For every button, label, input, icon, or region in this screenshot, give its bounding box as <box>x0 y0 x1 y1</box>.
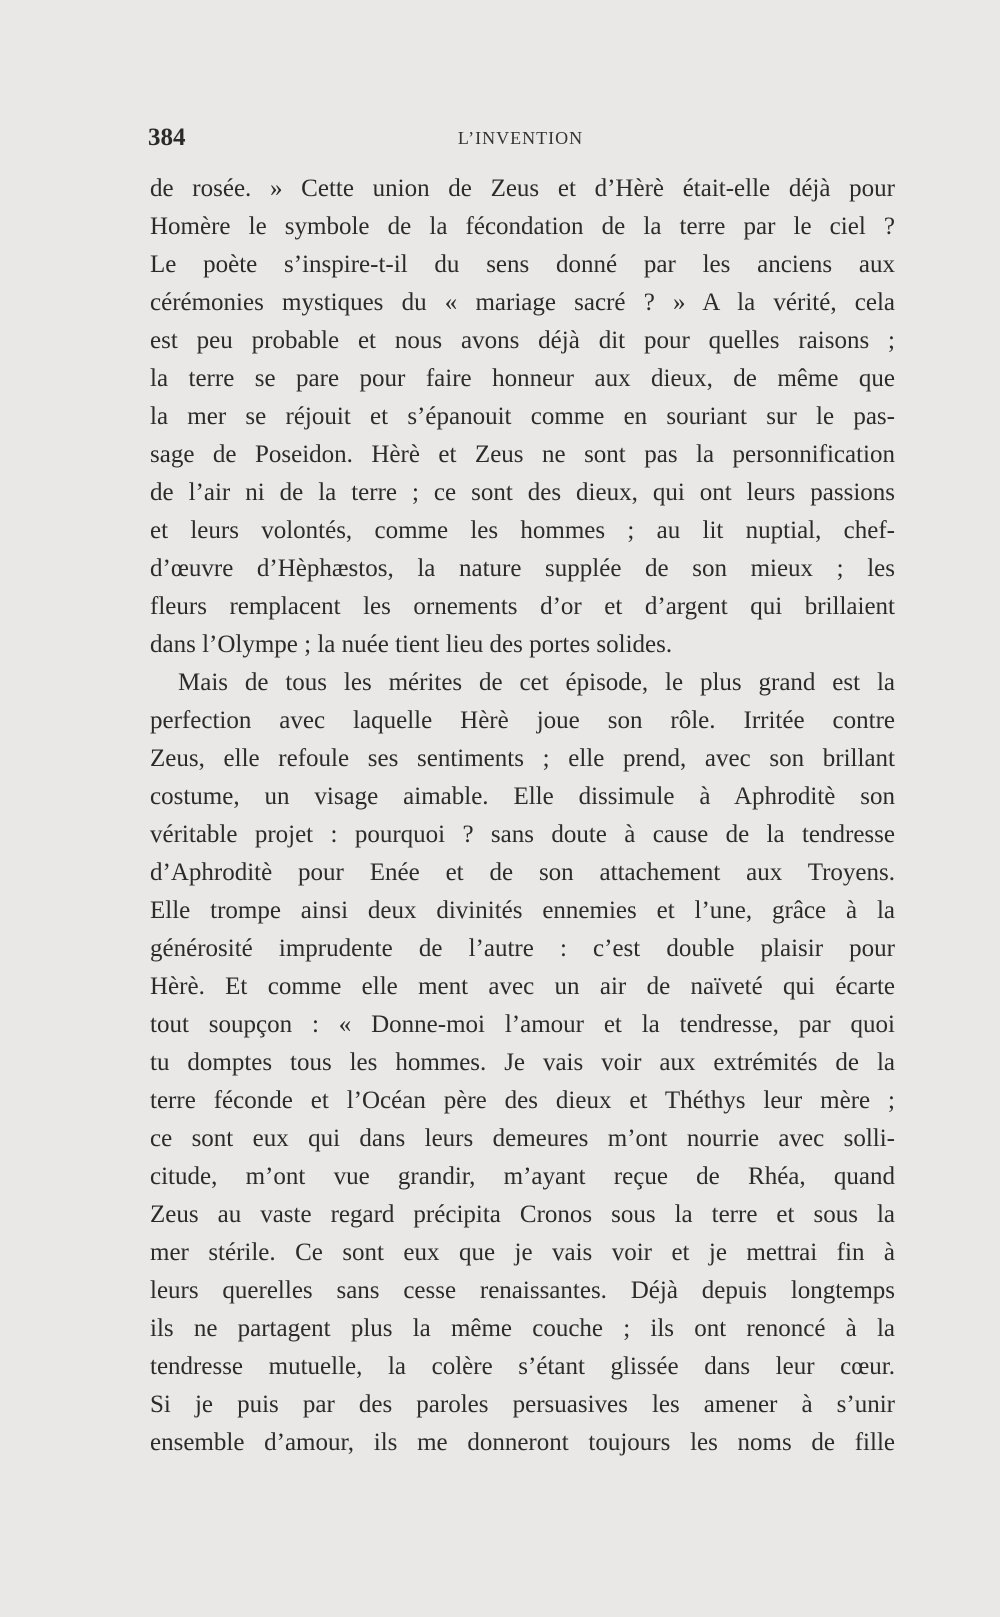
page-number: 384 <box>148 124 186 151</box>
paragraph-2 <box>150 664 895 1462</box>
text-line: Zeus, elle refoule ses sentiments ; elle prend, avec son brillant <box>150 745 895 772</box>
running-head <box>148 124 893 158</box>
text-line: Homère le symbole de la fécondation de la terre par le ciel ? <box>150 213 895 240</box>
text-line: sage de Poseidon. Hèrè et Zeus ne sont pas la personnification <box>150 441 895 468</box>
text-line: tout soupçon : « Donne-moi l’amour et la tendresse, par quoi <box>150 1011 895 1038</box>
text-line: ils ne partagent plus la même couche ; ils ont renoncé à la <box>150 1315 895 1342</box>
text-line: tu domptes tous les hommes. Je vais voir aux extrémités de la <box>150 1049 895 1076</box>
text-line: leurs querelles sans cesse renaissantes. Déjà depuis longtemps <box>150 1277 895 1304</box>
text-line: citude, m’ont vue grandir, m’ayant reçue de Rhéa, quand <box>150 1163 895 1190</box>
text-line: de l’air ni de la terre ; ce sont des dieux, qui ont leurs passions <box>150 479 895 506</box>
text-line: mer stérile. Ce sont eux que je vais voir et je mettrai fin à <box>150 1239 895 1266</box>
text-line: et leurs volontés, comme les hommes ; au lit nuptial, chef- <box>150 517 895 544</box>
text-line: ensemble d’amour, ils me donneront toujours les noms de fille <box>150 1429 895 1456</box>
text-line: Si je puis par des paroles persuasives les amener à s’unir <box>150 1391 895 1418</box>
body-text <box>150 170 895 1462</box>
paragraph-1 <box>150 170 895 664</box>
running-title: L’INVENTION <box>457 128 584 148</box>
text-line: d’œuvre d’Hèphæstos, la nature supplée de son mieux ; les <box>150 555 895 582</box>
text-line: Le poète s’inspire-t-il du sens donné par les anciens aux <box>150 251 895 278</box>
text-line: la terre se pare pour faire honneur aux dieux, de même que <box>150 365 895 392</box>
text-line: perfection avec laquelle Hèrè joue son rôle. Irritée contre <box>150 707 895 734</box>
text-line: costume, un visage aimable. Elle dissimule à Aphroditè son <box>150 783 895 810</box>
text-line: fleurs remplacent les ornements d’or et d’argent qui brillaient <box>150 593 895 620</box>
text-line: Mais de tous les mérites de cet épisode, le plus grand est la <box>178 669 895 696</box>
text-line: tendresse mutuelle, la colère s’étant glissée dans leur cœur. <box>150 1353 895 1380</box>
text-line: dans l’Olympe ; la nuée tient lieu des portes solides. <box>150 631 673 658</box>
text-line: d’Aphroditè pour Enée et de son attachement aux Troyens. <box>150 859 895 886</box>
text-line: Elle trompe ainsi deux divinités ennemies et l’une, grâce à la <box>150 897 895 924</box>
text-line: Hèrè. Et comme elle ment avec un air de naïveté qui écarte <box>150 973 895 1000</box>
text-line: véritable projet : pourquoi ? sans doute à cause de la tendresse <box>150 821 895 848</box>
text-line: de rosée. » Cette union de Zeus et d’Hèrè était-elle déjà pour <box>150 175 895 202</box>
text-line: est peu probable et nous avons déjà dit pour quelles raisons ; <box>150 327 895 354</box>
text-line: la mer se réjouit et s’épanouit comme en souriant sur le pas- <box>150 403 895 430</box>
text-line: générosité imprudente de l’autre : c’est double plaisir pour <box>150 935 895 962</box>
text-line: terre féconde et l’Océan père des dieux et Théthys leur mère ; <box>150 1087 895 1114</box>
text-line: cérémonies mystiques du « mariage sacré ? » A la vérité, cela <box>150 289 895 316</box>
text-line: ce sont eux qui dans leurs demeures m’ont nourrie avec solli- <box>150 1125 895 1152</box>
text-line: Zeus au vaste regard précipita Cronos sous la terre et sous la <box>150 1201 895 1228</box>
